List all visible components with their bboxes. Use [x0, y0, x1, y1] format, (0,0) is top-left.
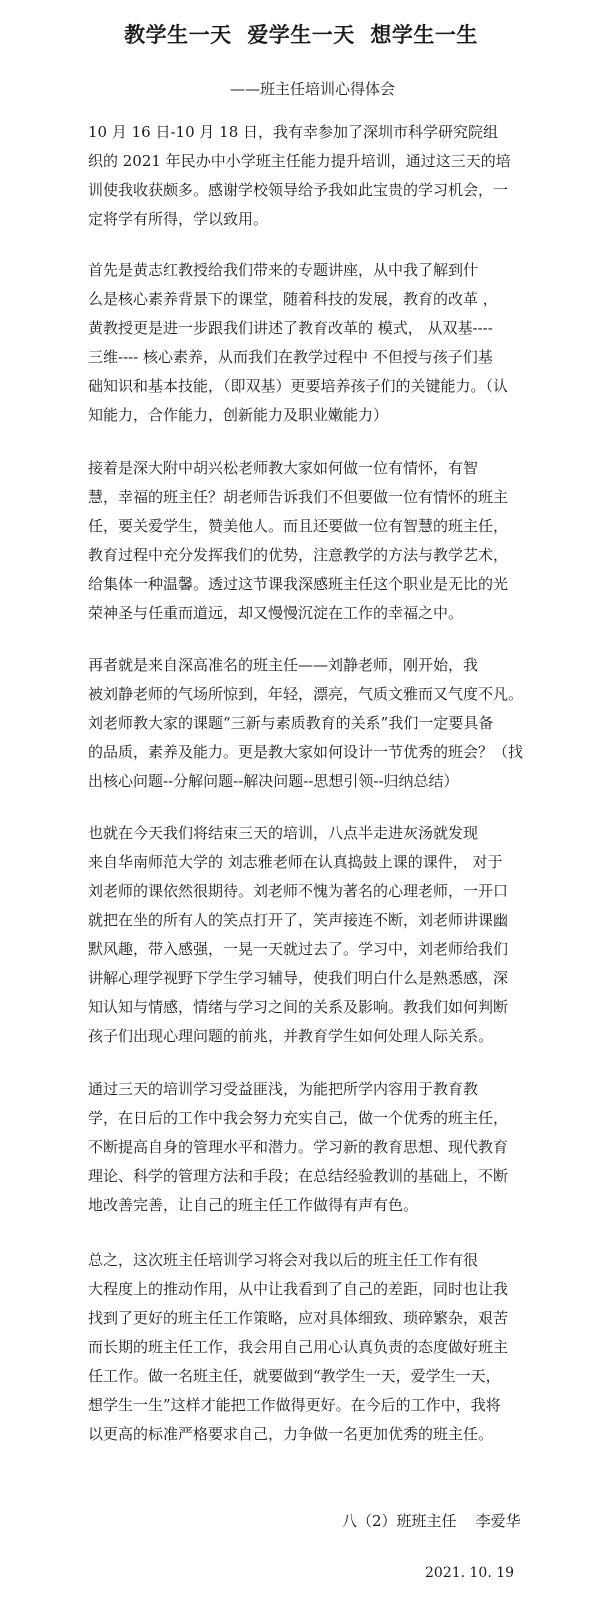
text-line: 慧，幸福的班主任？胡老师告诉我们不但要做一位有情怀的班主	[88, 488, 509, 506]
text-line: 再者就是来自深高准名的班主任——刘静老师，刚开始，我	[88, 656, 479, 674]
text-line: 也就在今天我们将结束三天的培训，八点半走进灰汤就发现	[88, 824, 479, 842]
paragraph-5	[88, 819, 509, 1051]
text-line: 知能力，合作能力，创新能力及职业嫩能力）	[88, 406, 389, 424]
text-line: 任，要关爱学生，赞美他人。而且还要做一位有智慧的班主任，	[88, 517, 509, 535]
text-line: 学，在日后的工作中我会努力充实自己，做一个优秀的班主任，	[88, 1109, 509, 1127]
text-line: 找到了更好的班主任工作策略，应对具体细致、琐碎繁杂，艰苦	[88, 1309, 509, 1327]
text-line: 总之，这次班主任培训学习将会对我以后的班主任工作有很	[88, 1251, 479, 1269]
text-line: 定将学有所得，学以致用。	[88, 210, 269, 228]
text-line: 孩子们出现心理问题的前兆，并教育学生如何处理人际关系。	[88, 1027, 494, 1045]
text-line: 接着是深大附中胡兴松老师教大家如何做一位有情怀，有智	[88, 459, 479, 477]
text-line: 10 月 16 日-10 月 18 日，我有幸参加了深圳市科学研究院组	[88, 123, 499, 141]
text-line: 教育过程中充分发挥我们的优势，注意教学的方法与教学艺术，	[88, 546, 509, 564]
text-line: 知认知与情感，情绪与学习之间的关系及影响。教我们如何判断	[88, 998, 509, 1016]
text-line: 训使我收获颇多。感谢学校领导给予我如此宝贵的学习机会，一	[88, 181, 509, 199]
document-subtitle: ——班主任培训心得体会	[230, 80, 396, 98]
text-line: 讲解心理学视野下学生学习辅导，使我们明白什么是熟悉感，深	[88, 969, 509, 987]
text-line: 就把在坐的所有人的笑点打开了，笑声接连不断，刘老师讲课幽	[88, 911, 509, 929]
paragraph-7	[88, 1246, 509, 1449]
text-line: 织的 2021 年民办中小学班主任能力提升培训，通过这三天的培	[88, 152, 511, 170]
paragraph-4	[88, 651, 524, 796]
paragraph-6	[88, 1075, 509, 1220]
document-title: 教学生一天 爱学生一天 想学生一生	[124, 23, 478, 47]
document-date: 2021. 10. 19	[425, 1565, 515, 1581]
text-line: 被刘静老师的气场所惊到，年轻，漂亮，气质文雅而又气度不凡。	[88, 685, 524, 703]
text-line: 以更高的标准严格要求自己，力争做一名更加优秀的班主任。	[88, 1425, 494, 1443]
text-line: 默风趣，带入感强，一晃一天就过去了。学习中，刘老师给我们	[88, 940, 509, 958]
text-line: 来自华南师范大学的 刘志雅老师在认真捣鼓上课的课件， 对于	[88, 853, 503, 871]
text-line: 出核心问题--分解问题--解决问题--思想引领--归纳总结）	[88, 772, 459, 790]
text-line: 不断提高自身的管理水平和潜力。学习新的教育思想、现代教育	[88, 1138, 509, 1156]
text-line: 的品质，素养及能力。更是教大家如何设计一节优秀的班会？（找	[88, 743, 524, 761]
paragraph-3	[88, 454, 509, 628]
paragraph-1	[88, 118, 511, 234]
text-line: 黄教授更是进一步跟我们讲述了教育改革的 模式， 从双基----	[88, 319, 493, 337]
text-line: 大程度上的推动作用，从中让我看到了自己的差距，同时也让我	[88, 1280, 509, 1298]
text-line: 荣神圣与任重而道远，却又慢慢沉淀在工作的幸福之中。	[88, 604, 464, 622]
text-line: 理论、科学的管理方法和手段；在总结经验教训的基础上，不断	[88, 1167, 509, 1185]
text-line: 想学生一生”这样才能把工作做得更好。在今后的工作中，我将	[88, 1396, 501, 1414]
text-line: 给集体一种温馨。透过这节课我深感班主任这个职业是无比的光	[88, 575, 509, 593]
text-line: 地改善完善，让自己的班主任工作做得有声有色。	[88, 1196, 419, 1214]
text-line: 而长期的班主任工作，我会用自己用心认真负责的态度做好班主	[88, 1338, 509, 1356]
text-line: 刘老师的课依然很期待。刘老师不愧为著名的心理老师，一开口	[88, 882, 509, 900]
text-line: 任工作。做一名班主任，就要做到“教学生一天，爱学生一天，	[88, 1367, 501, 1385]
text-line: 三维---- 核心素养，从而我们在教学过程中 不但授与孩子们基	[88, 348, 493, 366]
text-line: 首先是黄志红教授给我们带来的专题讲座，从中我了解到什	[88, 261, 479, 279]
text-line: 础知识和基本技能，（即双基）更要培养孩子们的关键能力。（认	[88, 377, 509, 395]
text-line: 通过三天的培训学习受益匪浅，为能把所学内容用于教育教	[88, 1080, 479, 1098]
text-line: 么是核心素养背景下的课堂，随着科技的发展，教育的改革 ，	[88, 290, 498, 308]
signature: 八（2）班班主任 李爱华	[342, 1512, 521, 1530]
paragraph-2	[88, 256, 509, 430]
text-line: 刘老师教大家的课题“三新与素质教育的关系”我们一定要具备	[88, 714, 494, 732]
